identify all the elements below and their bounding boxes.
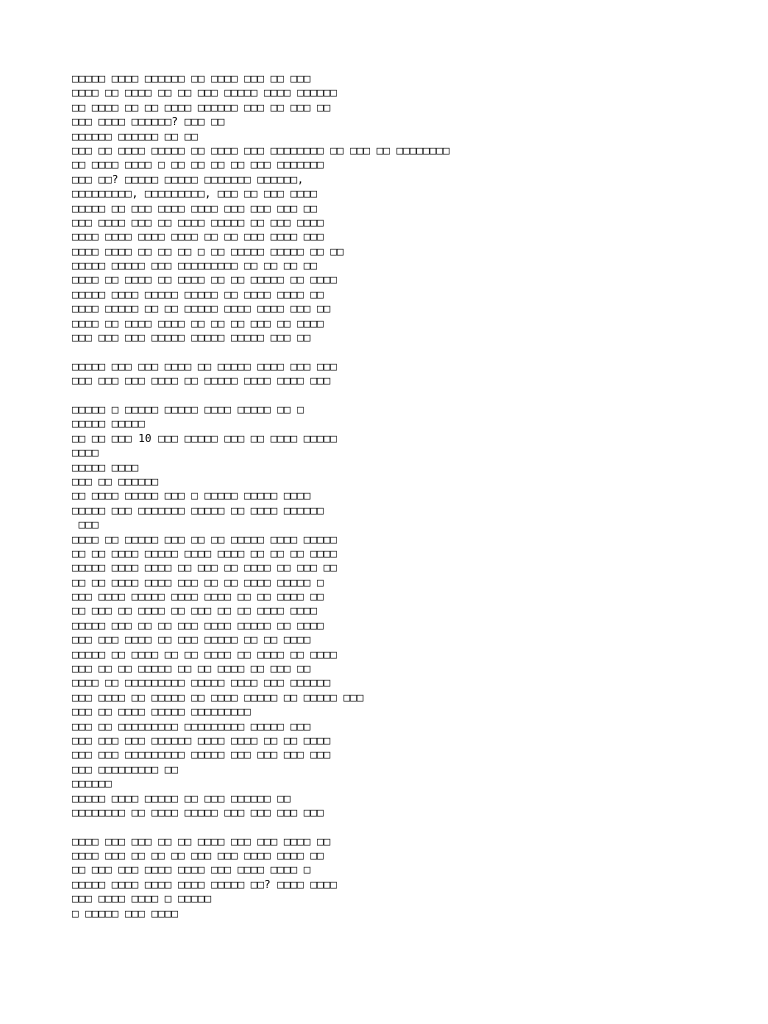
text-line: □□□□□ □□□ □□□ □□□□ □□ □□□□□ □□□□ □□□ □□□ [72, 359, 337, 373]
text-line: □□□□□ □□ □□□□ □□ □□ □□□□ □□ □□□□ □□ □□□□ [72, 647, 337, 661]
text-line: □□□□ □□ □□□□ □□ □□ □□□ □□□□□ □□□□ □□□□□□ [72, 86, 337, 100]
text-line: □□□□□ □□□□ □□□□□□ □□ □□□□ □□□ □□ □□□ [72, 72, 311, 85]
text-line: □□□□□□ [72, 777, 112, 791]
blank-line [72, 389, 692, 403]
text-line: □□□□ □□ □□□□ □□□□ □□ □□ □□ □□□ □□ □□□□ [72, 316, 324, 330]
body-text [72, 72, 692, 921]
text-line: □□□□ □□□□ □□ □□ □□ □ □□ □□□□□ □□□□□ □□ □□ [72, 244, 344, 258]
text-line: □□ □□□ □□□ □□□□ □□□□ □□□ □□□□ □□□□ □ [72, 863, 311, 877]
text-line: □□□ □□□ □□□ □□□□ □□ □□□□□ □□□□ □□□□ □□□ [72, 374, 331, 388]
text-line: □□□□ □□ □□□□□ □□□ □□ □□ □□□□□ □□□□ □□□□□ [72, 532, 337, 546]
text-line: □□□□□ □□□□□ □□□ □□□□□□□□□ □□ □□ □□ □□ [72, 259, 318, 273]
text-line: □□□ □□□□ □□ □□□□□ □□ □□□□ □□□□□ □□ □□□□□ □□□ [72, 690, 364, 704]
text-line: □□□□□ □ □□□□□ □□□□□ □□□□ □□□□□ □□ □ [72, 402, 304, 416]
text-line: □□□□□ □□□ □□ □□ □□□ □□□□ □□□□□ □□ □□□□ [72, 618, 324, 632]
text-line: □□ □□ □□□ 10 □□□ □□□□□ □□□ □□ □□□□ □□□□□ [72, 431, 337, 445]
text-line: □□□□□ □□□□ □□□□ □□ □□□ □□ □□□□ □□ □□□ □□ [72, 561, 337, 575]
text-line: □□□ □□ □□□□□□□□□ □□□□□□□□□ □□□□□ □□□ [72, 719, 311, 733]
text-line: □□□ □□ □□□□□□ [72, 474, 159, 488]
text-line: □□ □□□□ □□□□□ □□□ □ □□□□□ □□□□□ □□□□ [72, 489, 311, 503]
text-line: □□□□□ □□□□□ [72, 417, 145, 431]
text-line: □□□□ □□□□□ □□ □□ □□□□□ □□□□ □□□□ □□□ □□ [72, 302, 331, 316]
text-line: □ □□□□□ □□□ □□□□ [72, 906, 178, 920]
text-line: □□□□□ □□□□ [72, 460, 139, 474]
text-line: □□□ □□□ □□□□ □□ □□□ □□□□□ □□ □□ □□□□ [72, 633, 311, 647]
text-line: □□ □□ □□□□ □□□□ □□□ □□ □□ □□□□ □□□□□ □ [72, 575, 324, 589]
text-line: □□□□□ □□□□ □□□□□ □□□□□ □□ □□□□ □□□□ □□ [72, 287, 324, 301]
text-line: □□ □□□ □□ □□□□ □□ □□□ □□ □□ □□□□ □□□□ [72, 604, 318, 618]
text-line: □□□ □□□□ □□□ □□ □□□□ □□□□□ □□ □□□ □□□□ [72, 215, 324, 229]
text-line: □□□□ □□□ □□□ □□ □□ □□□□ □□□ □□□ □□□□ □□ [72, 834, 331, 848]
blank-line [72, 820, 692, 834]
text-line: □□□ □□□ □□□ □□□□□ □□□□□ □□□□□ □□□ □□ [72, 331, 311, 345]
text-line: □□□□ □□ □□□□□□□□□ □□□□□ □□□□ □□□ □□□□□□ [72, 676, 331, 690]
text-line: □□□□□ □□□ □□□□□□□ □□□□□ □□ □□□□ □□□□□□ [72, 503, 324, 517]
text-line: □□ □□ □□□□ □□□□□ □□□□ □□□□ □□ □□ □□ □□□□ [72, 546, 337, 560]
text-line: □□□□□ □□□□ □□□□ □□□□ □□□□□ □□? □□□□ □□□□ [72, 877, 337, 891]
text-line: □□□□□ □□ □□□ □□□□ □□□□ □□□ □□□ □□□ □□ [72, 201, 318, 215]
text-line: □□□□□□ □□□□□□ □□ □□ [72, 129, 198, 143]
text-line: □□□□ [72, 446, 99, 460]
text-line: □□□□□ □□□□ □□□□□ □□ □□□ □□□□□□ □□ [72, 791, 291, 805]
text-line: □□□ □□ □□□□ □□□□□ □□□□□□□□□ [72, 705, 251, 719]
text-line: □□□ [72, 518, 99, 532]
text-line: □□□□ □□□□ □□□□ □□□□ □□ □□ □□□ □□□□ □□□ [72, 230, 324, 244]
text-line: □□□ □□ □□□□ □□□□□ □□ □□□□ □□□ □□□□□□□□ □□ □□□ □□ □□□□□□□□ [72, 143, 450, 157]
text-line: □□ □□□□ □□□□ □ □□ □□ □□ □□ □□□ □□□□□□□ [72, 158, 324, 172]
text-line: □□□□ □□□ □□ □□ □□ □□□ □□□ □□□□ □□□□ □□ [72, 849, 324, 863]
text-line: □□□ □□□ □□□ □□□□□□ □□□□ □□□□ □□ □□ □□□□ [72, 733, 331, 747]
text-line: □□□ □□□□ □□□□□□? □□□ □□ [72, 115, 225, 129]
text-line: □□□ □□ □□ □□□□□ □□ □□ □□□□ □□ □□□ □□ [72, 662, 311, 676]
text-line: □□□ □□□□ □□□□□ □□□□ □□□□ □□ □□ □□□□ □□ [72, 590, 324, 604]
text-line: □□□□□□□□ □□ □□□□ □□□□□ □□□ □□□ □□□ □□□ [72, 805, 324, 819]
text-line: □□□□ □□ □□□□ □□ □□□□ □□ □□ □□□□□ □□ □□□□ [72, 273, 337, 287]
text-line: □□□ □□□□ □□□□ □ □□□□□ [72, 892, 212, 906]
text-line: □□□ □□□□□□□□□ □□ [72, 762, 178, 776]
blank-line [72, 345, 692, 359]
text-line: □□□□□□□□□, □□□□□□□□□, □□□ □□ □□□ □□□□ [72, 187, 318, 201]
text-line: □□ □□□□ □□ □□ □□□□ □□□□□□ □□□ □□ □□□ □□ [72, 100, 331, 114]
text-line: □□□ □□? □□□□□ □□□□□ □□□□□□□ □□□□□□, [72, 172, 304, 186]
text-line: □□□ □□□ □□□□□□□□□ □□□□□ □□□ □□□ □□□ □□□ [72, 748, 331, 762]
